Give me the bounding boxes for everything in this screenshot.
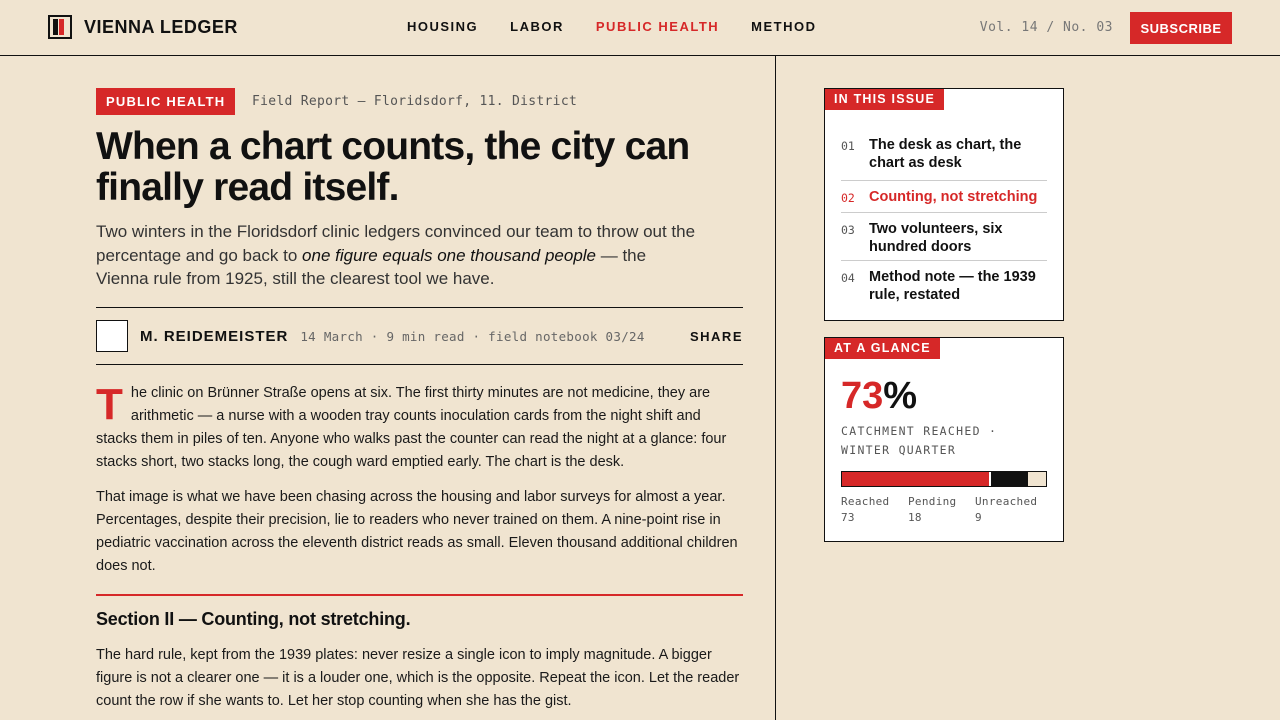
- body-paragraph-3: The hard rule, kept from the 1939 plates: never resize a single icon to imply magnitude. A bigger figure is not a clearer one — it is a louder one, which is the opposite. Repeat the icon. Let the reader count the row if she wants to. Let her stop counting when she has the gist.: [96, 647, 740, 709]
- toc-list: [841, 133, 1047, 309]
- toc-item[interactable]: [841, 213, 1047, 261]
- dek-text: Two winters in the Floridsdorf clinic ledgers convinced our team to throw out the percentage and go back to: [96, 222, 696, 265]
- stat-label: CATCHMENT REACHED · WINTER QUARTER: [841, 424, 998, 457]
- toc-number: 03: [841, 223, 855, 237]
- stat-value: [841, 376, 917, 416]
- dek: [96, 220, 696, 291]
- toc-item-active[interactable]: [841, 181, 1047, 213]
- brand[interactable]: [48, 15, 238, 39]
- legend-label: Reached: [841, 495, 890, 508]
- meter-segment-pending: [991, 472, 1028, 486]
- issue-number: Vol. 14 / No. 03: [979, 20, 1113, 35]
- legend-label: Pending: [908, 495, 957, 508]
- avatar: [96, 320, 128, 352]
- toc-link[interactable]: Method note — the 1939 rule, restated: [869, 269, 1036, 303]
- byline-top-rule: [96, 307, 743, 308]
- byline-bottom-rule: [96, 364, 743, 365]
- brand-name: VIENNA LEDGER: [84, 16, 238, 37]
- nav-item-public-health[interactable]: PUBLIC HEALTH: [595, 19, 720, 34]
- nav-item-method[interactable]: METHOD: [751, 19, 817, 34]
- paragraph-text: he clinic on Brünner Straße opens at six. The first thirty minutes are not medicine, they are arithmetic — a nurse with a wooden tray counts inoculation cards from the night shift and stacks them in piles of ten. Anyone who walks past the counter can read the night at a glance: four stacks short, two stacks long, the cough ward emptied early. The chart is the desk.: [96, 385, 727, 470]
- dek-text-end: — the Vienna rule from 1925, still the clearest tool we have.: [96, 245, 647, 288]
- stat-number: 73: [841, 375, 884, 417]
- main-nav: [407, 19, 817, 34]
- toc-number: 02: [841, 191, 855, 205]
- section-kicker[interactable]: PUBLIC HEALTH: [96, 88, 235, 115]
- glance-title: AT A GLANCE: [825, 338, 940, 359]
- dek-emphasis: one figure equals one thousand people: [302, 245, 597, 265]
- legend-label: Unreached: [975, 495, 1038, 508]
- dateline: Field Report — Floridsdorf, 11. District: [252, 94, 578, 109]
- legend-value: 73: [841, 511, 855, 524]
- meter-segment-reached: [842, 472, 991, 486]
- share-button[interactable]: SHARE: [689, 328, 743, 344]
- legend-value: 9: [975, 511, 982, 524]
- section-rule: [96, 594, 743, 596]
- glance-card: [824, 337, 1064, 542]
- toc-number: 04: [841, 271, 855, 285]
- toc-title: IN THIS ISSUE: [825, 89, 944, 110]
- column-divider: [775, 56, 776, 720]
- site-header: [0, 0, 1280, 56]
- toc-link[interactable]: Counting, not stretching: [869, 189, 1038, 205]
- meter-segment-unreached: [1028, 472, 1046, 486]
- toc-item[interactable]: [841, 133, 1047, 181]
- legend-item-pending: [908, 494, 975, 526]
- drop-cap: T: [96, 380, 123, 429]
- legend-item-unreached: [975, 494, 1042, 526]
- toc-number: 01: [841, 139, 855, 153]
- body-paragraph-2: That image is what we have been chasing across the housing and labor surveys for almost a year. Percentages, despite their precision, lie to readers who never trained on them. A nine-point rise in pediatric vaccination across the eleventh district reads as small. Eleven thousand additional children does not.: [96, 489, 738, 574]
- catchment-meter: [841, 471, 1047, 487]
- stat-unit: %: [883, 375, 918, 417]
- nav-item-housing[interactable]: HOUSING: [407, 19, 479, 34]
- author-name[interactable]: M. REIDEMEISTER: [140, 327, 289, 345]
- ledger-logo-icon: [48, 15, 72, 39]
- nav-item-labor[interactable]: LABOR: [510, 19, 564, 34]
- legend-value: 18: [908, 511, 922, 524]
- toc-card: [824, 88, 1064, 321]
- meter-legend: [841, 494, 1042, 526]
- article-meta: 14 March · 9 min read · field notebook 03/24: [300, 328, 645, 344]
- body-paragraph-1: [96, 382, 743, 474]
- section-heading: Section II — Counting, not stretching.: [96, 609, 411, 629]
- toc-link[interactable]: The desk as chart, the chart as desk: [869, 137, 1022, 171]
- subscribe-button[interactable]: SUBSCRIBE: [1130, 12, 1232, 44]
- toc-item[interactable]: [841, 261, 1047, 309]
- headline: When a chart counts, the city can finally read itself.: [96, 125, 690, 209]
- byline: [96, 320, 743, 352]
- legend-item-reached: [841, 494, 908, 526]
- toc-link[interactable]: Two volunteers, six hundred doors: [869, 221, 1003, 255]
